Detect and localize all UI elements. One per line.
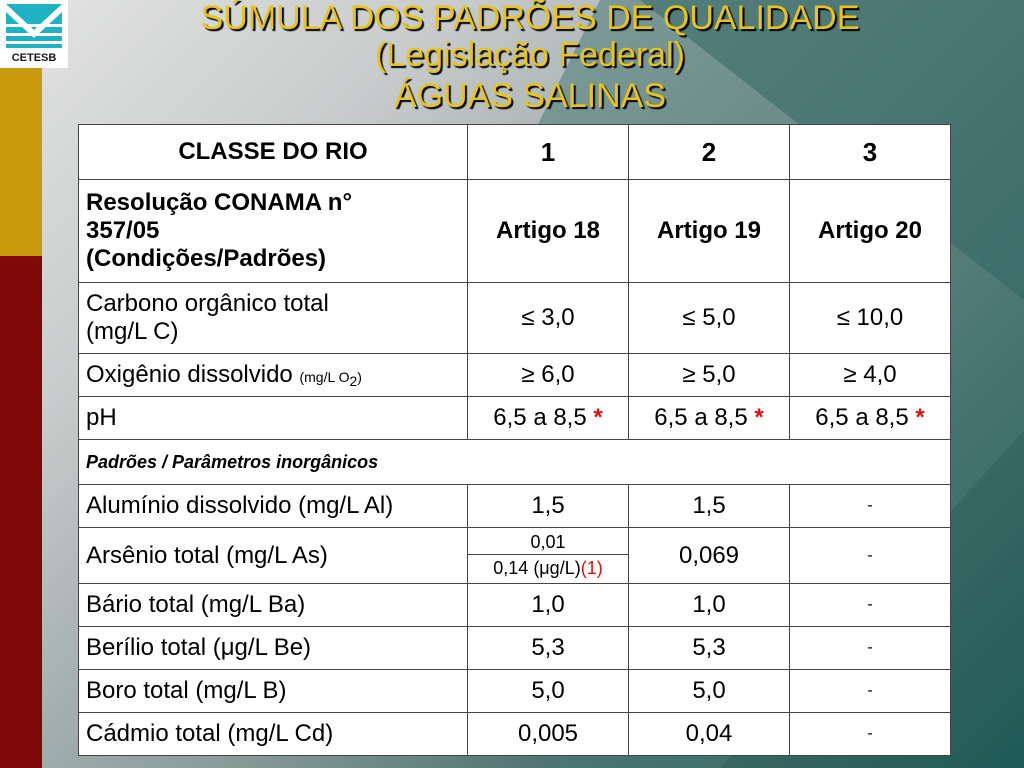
red-side-bar — [0, 256, 42, 768]
ph-c3 — [790, 397, 951, 440]
resolucao-c2: Artigo 19 — [629, 180, 790, 283]
arsenio-c3: - — [790, 528, 951, 584]
table-row — [79, 485, 951, 528]
bario-label: Bário total (mg/L Ba) — [79, 584, 468, 627]
oxigenio-c1: ≥ 6,0 — [468, 354, 629, 397]
table-row — [79, 283, 951, 354]
slide-title-line1: SÚMULA DOS PADRÕES DE QUALIDADE — [200, 0, 860, 37]
table-row — [79, 627, 951, 670]
cetesb-logo-icon — [0, 0, 68, 52]
cadmio-c2: 0,04 — [629, 713, 790, 756]
header-class-1: 1 — [468, 125, 629, 180]
header-class-2: 2 — [629, 125, 790, 180]
aluminio-c3: - — [790, 485, 951, 528]
ph-c1-star: * — [593, 404, 603, 431]
resolucao-label — [79, 180, 468, 283]
ph-c2-star: * — [754, 404, 764, 431]
table-row — [79, 584, 951, 627]
arsenio-c1-value-b-text: 0,14 (μg/L) — [493, 558, 581, 578]
header-label: CLASSE DO RIO — [79, 125, 468, 180]
carbono-label-line1: Carbono orgânico total — [86, 290, 329, 317]
ph-c2-value: 6,5 a 8,5 — [654, 404, 755, 431]
oxigenio-unit — [299, 369, 362, 389]
carbono-c3: ≤ 10,0 — [790, 283, 951, 354]
aluminio-c1: 1,5 — [468, 485, 629, 528]
table-row — [79, 180, 951, 283]
arsenio-c1-value-a: 0,01 — [468, 530, 628, 555]
bario-c1: 1,0 — [468, 584, 629, 627]
gold-side-bar — [0, 68, 42, 256]
ph-label: pH — [79, 397, 468, 440]
arsenio-c1 — [468, 528, 629, 584]
berilio-c3: - — [790, 627, 951, 670]
berilio-c2: 5,3 — [629, 627, 790, 670]
resolucao-c1: Artigo 18 — [468, 180, 629, 283]
aluminio-c2: 1,5 — [629, 485, 790, 528]
resolucao-label-line2: 357/05 — [86, 217, 160, 244]
oxigenio-unit-sub: 2 — [349, 372, 358, 389]
oxigenio-unit-end: ) — [357, 369, 362, 385]
ph-c1-value: 6,5 a 8,5 — [493, 404, 594, 431]
ph-c2 — [629, 397, 790, 440]
cadmio-c3: - — [790, 713, 951, 756]
ph-c1 — [468, 397, 629, 440]
carbono-label-line2: (mg/L C) — [86, 318, 179, 345]
oxigenio-c3: ≥ 4,0 — [790, 354, 951, 397]
table-row — [79, 125, 951, 180]
bario-c2: 1,0 — [629, 584, 790, 627]
berilio-label: Berílio total (μg/L Be) — [79, 627, 468, 670]
table-row — [79, 354, 951, 397]
quality-standards-table — [78, 124, 951, 756]
resolucao-c3: Artigo 20 — [790, 180, 951, 283]
arsenio-label: Arsênio total (mg/L As) — [79, 528, 468, 584]
resolucao-label-line3: (Condições/Padrões) — [86, 245, 327, 272]
slide-title-line2: (Legislação Federal) — [375, 36, 685, 74]
aluminio-label: Alumínio dissolvido (mg/L Al) — [79, 485, 468, 528]
table-row — [79, 440, 951, 485]
carbono-c2: ≤ 5,0 — [629, 283, 790, 354]
bario-c3: - — [790, 584, 951, 627]
ph-c3-star: * — [915, 404, 925, 431]
carbono-label — [79, 283, 468, 354]
oxigenio-unit-text: (mg/L O — [299, 369, 350, 385]
table-row — [79, 670, 951, 713]
header-class-3: 3 — [790, 125, 951, 180]
section-header: Padrões / Parâmetros inorgânicos — [79, 440, 951, 485]
table-row — [79, 713, 951, 756]
logo — [0, 0, 68, 68]
boro-c1: 5,0 — [468, 670, 629, 713]
logo-text: CETESB — [11, 52, 57, 64]
arsenio-c1-value-b — [468, 555, 628, 581]
berilio-c1: 5,3 — [468, 627, 629, 670]
slide-title-line3: ÁGUAS SALINAS — [393, 77, 667, 115]
oxigenio-label — [79, 354, 468, 397]
ph-c3-value: 6,5 a 8,5 — [815, 404, 916, 431]
cadmio-label: Cádmio total (mg/L Cd) — [79, 713, 468, 756]
boro-c2: 5,0 — [629, 670, 790, 713]
resolucao-label-line1: Resolução CONAMA n° — [86, 189, 353, 216]
boro-c3: - — [790, 670, 951, 713]
oxigenio-label-text: Oxigênio dissolvido — [86, 361, 300, 388]
arsenio-footnote: (1) — [580, 558, 603, 578]
table-row — [79, 397, 951, 440]
arsenio-c2: 0,069 — [629, 528, 790, 584]
cadmio-c1: 0,005 — [468, 713, 629, 756]
boro-label: Boro total (mg/L B) — [79, 670, 468, 713]
table-row — [79, 528, 951, 584]
oxigenio-c2: ≥ 5,0 — [629, 354, 790, 397]
carbono-c1: ≤ 3,0 — [468, 283, 629, 354]
